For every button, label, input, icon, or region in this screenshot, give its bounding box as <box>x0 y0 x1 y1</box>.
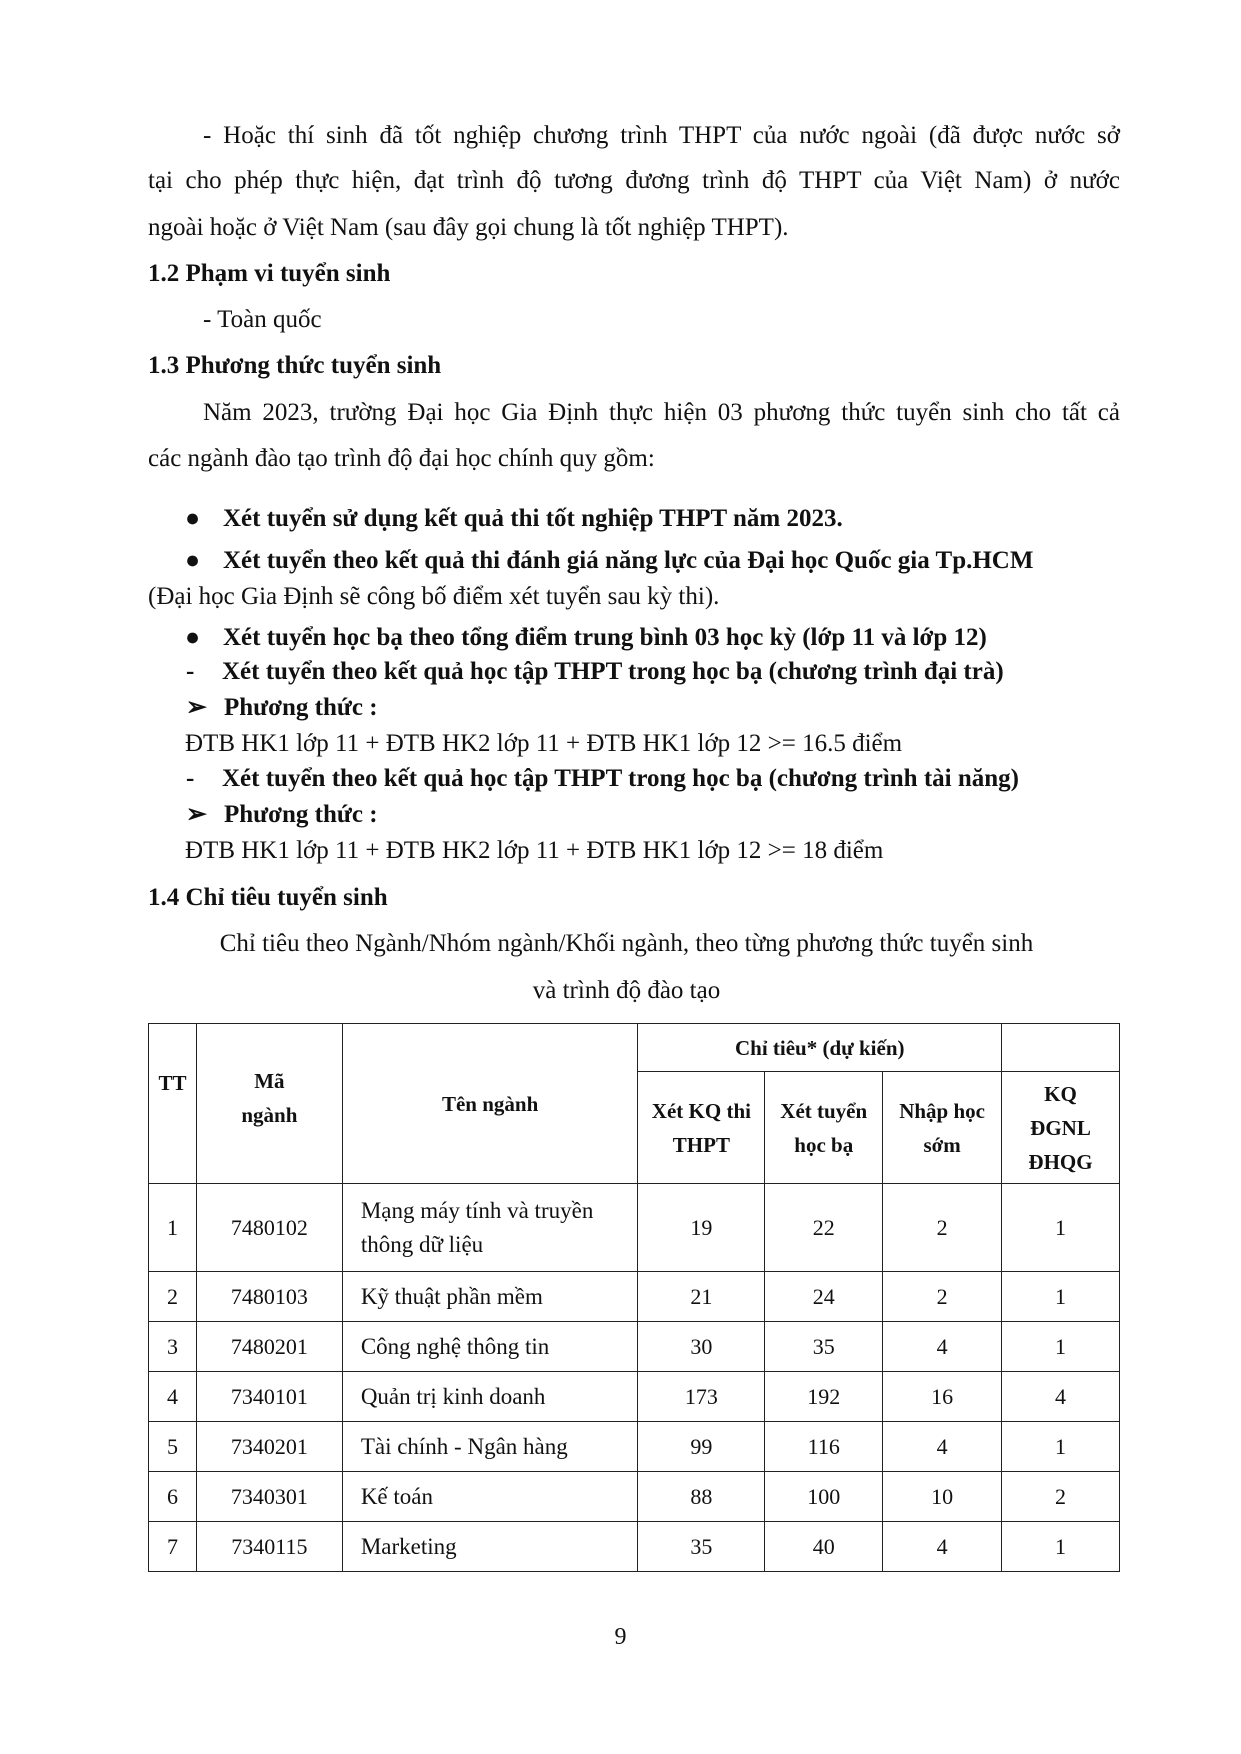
cell-dgnl: 1 <box>1002 1272 1120 1322</box>
bullet-icon: ● <box>185 547 201 574</box>
bullet-text: Xét tuyển sử dụng kết quả thi tốt nghiệp THPT năm 2023. <box>223 505 843 532</box>
cell-code: 7340101 <box>196 1372 342 1422</box>
dash-icon: - <box>186 765 195 792</box>
cell-hocba: 40 <box>765 1522 883 1572</box>
page-number: 9 <box>614 1624 627 1650</box>
bullet-item <box>148 622 1120 654</box>
cell-code: 7480103 <box>196 1272 342 1322</box>
cell-hocba: 24 <box>765 1272 883 1322</box>
cell-code: 7480201 <box>196 1322 342 1372</box>
header-line: ĐHQG <box>1028 1149 1093 1174</box>
section-heading: 1.4 Chỉ tiêu tuyển sinh <box>148 884 388 911</box>
header-code-line: Mã <box>254 1069 285 1093</box>
header-early <box>883 1072 1002 1184</box>
cell-name-line: thông dữ liệu <box>360 1231 484 1257</box>
cell-name: Marketing <box>342 1522 638 1572</box>
cell-thpt: 173 <box>638 1372 765 1422</box>
bullet-item <box>148 503 1120 535</box>
method-label-text: Phương thức : <box>224 694 378 721</box>
header-line: KQ <box>1044 1081 1077 1106</box>
bullet-text: Xét tuyển theo kết quả thi đánh giá năng lực của Đại học Quốc gia Tp.HCM <box>223 547 1034 574</box>
cell-hocba: 100 <box>765 1472 883 1522</box>
cell-tt: 2 <box>149 1272 197 1322</box>
cell-name-line: Mạng máy tính và truyền <box>360 1197 594 1223</box>
paragraph-line: Năm 2023, trường Đại học Gia Định thực hiện 03 phương thức tuyển sinh cho tất cả <box>203 399 1120 426</box>
cell-name: Tài chính - Ngân hàng <box>342 1422 638 1472</box>
cell-thpt: 35 <box>638 1522 765 1572</box>
header-group: Chỉ tiêu* (dự kiến) <box>638 1024 1002 1072</box>
bullet-text: Xét tuyển học bạ theo tổng điểm trung bình 03 học kỳ (lớp 11 và lớp 12) <box>223 624 987 651</box>
cell-name <box>342 1184 638 1272</box>
cell-hocba: 116 <box>765 1422 883 1472</box>
cell-name: Quản trị kinh doanh <box>342 1372 638 1422</box>
bullet-icon: ● <box>185 505 201 532</box>
table-row <box>149 1272 1120 1322</box>
cell-code: 7340301 <box>196 1472 342 1522</box>
header-name: Tên ngành <box>342 1024 638 1184</box>
cell-code: 7480102 <box>196 1184 342 1272</box>
header-line: Xét tuyển <box>780 1098 868 1123</box>
header-line: học bạ <box>794 1132 854 1157</box>
quota-table <box>148 1023 1120 1572</box>
formula: ĐTB HK1 lớp 11 + ĐTB HK2 lớp 11 + ĐTB HK1 lớp 12 >= 18 điểm <box>185 837 884 864</box>
header-line: THPT <box>672 1132 730 1157</box>
cell-hocba: 22 <box>765 1184 883 1272</box>
cell-tt: 3 <box>149 1322 197 1372</box>
method-label <box>148 692 1120 724</box>
header-code <box>196 1024 342 1184</box>
header-tt: TT <box>149 1024 197 1184</box>
header-code-line: ngành <box>241 1103 298 1127</box>
cell-name: Kỹ thuật phần mềm <box>342 1272 638 1322</box>
cell-code: 7340201 <box>196 1422 342 1472</box>
section-heading: 1.2 Phạm vi tuyển sinh <box>148 260 391 287</box>
table-row <box>149 1472 1120 1522</box>
list-item: - Toàn quốc <box>203 306 322 333</box>
cell-dgnl: 2 <box>1002 1472 1120 1522</box>
table-row <box>149 1522 1120 1572</box>
cell-hocba: 35 <box>765 1322 883 1372</box>
cell-code: 7340115 <box>196 1522 342 1572</box>
table-row <box>149 1372 1120 1422</box>
paragraph-line: - Hoặc thí sinh đã tốt nghiệp chương trình THPT của nước ngoài (đã được nước sở <box>203 122 1120 149</box>
cell-early: 2 <box>883 1184 1002 1272</box>
method-label-text: Phương thức : <box>224 801 378 828</box>
arrow-icon: ➢ <box>186 801 207 828</box>
cell-dgnl: 1 <box>1002 1322 1120 1372</box>
cell-early: 16 <box>883 1372 1002 1422</box>
bullet-icon: ● <box>185 624 201 651</box>
header-line: Nhập học <box>899 1098 985 1123</box>
cell-dgnl: 1 <box>1002 1522 1120 1572</box>
cell-early: 2 <box>883 1272 1002 1322</box>
cell-hocba: 192 <box>765 1372 883 1422</box>
header-line: sớm <box>923 1132 961 1157</box>
header-empty <box>1002 1024 1120 1072</box>
table-row <box>149 1184 1120 1272</box>
cell-thpt: 19 <box>638 1184 765 1272</box>
cell-early: 4 <box>883 1322 1002 1372</box>
cell-tt: 4 <box>149 1372 197 1422</box>
cell-tt: 6 <box>149 1472 197 1522</box>
cell-thpt: 99 <box>638 1422 765 1472</box>
cell-thpt: 30 <box>638 1322 765 1372</box>
dash-icon: - <box>186 658 195 685</box>
method-label <box>148 799 1120 831</box>
cell-thpt: 21 <box>638 1272 765 1322</box>
bullet-item <box>148 545 1120 577</box>
header-dgnl <box>1002 1072 1120 1184</box>
sub-item <box>148 656 1120 688</box>
header-line: ĐGNL <box>1030 1115 1091 1140</box>
table-row <box>149 1422 1120 1472</box>
paragraph-line: tại cho phép thực hiện, đạt trình độ tương đương trình độ THPT của Việt Nam) ở nước <box>148 167 1120 194</box>
table-caption: và trình độ đào tạo <box>532 977 721 1004</box>
section-heading: 1.3 Phương thức tuyển sinh <box>148 352 442 379</box>
cell-name: Công nghệ thông tin <box>342 1322 638 1372</box>
sub-item <box>148 763 1120 795</box>
cell-dgnl: 1 <box>1002 1422 1120 1472</box>
cell-early: 4 <box>883 1522 1002 1572</box>
sub-item-text: Xét tuyển theo kết quả học tập THPT trong học bạ (chương trình tài năng) <box>222 765 1019 792</box>
formula: ĐTB HK1 lớp 11 + ĐTB HK2 lớp 11 + ĐTB HK1 lớp 12 >= 16.5 điểm <box>185 730 903 757</box>
sub-item-text: Xét tuyển theo kết quả học tập THPT trong học bạ (chương trình đại trà) <box>222 658 1004 685</box>
cell-name: Kế toán <box>342 1472 638 1522</box>
paragraph-line: các ngành đào tạo trình độ đại học chính quy gồm: <box>148 445 655 472</box>
cell-thpt: 88 <box>638 1472 765 1522</box>
table-caption: Chỉ tiêu theo Ngành/Nhóm ngành/Khối ngành, theo từng phương thức tuyển sinh <box>219 930 1034 957</box>
cell-tt: 5 <box>149 1422 197 1472</box>
cell-early: 4 <box>883 1422 1002 1472</box>
cell-early: 10 <box>883 1472 1002 1522</box>
cell-tt: 7 <box>149 1522 197 1572</box>
cell-dgnl: 1 <box>1002 1184 1120 1272</box>
table-header-row <box>149 1024 1120 1072</box>
header-thpt <box>638 1072 765 1184</box>
header-line: Xét KQ thi <box>651 1098 751 1123</box>
arrow-icon: ➢ <box>186 694 207 721</box>
cell-tt: 1 <box>149 1184 197 1272</box>
paragraph-line: ngoài hoặc ở Việt Nam (sau đây gọi chung là tốt nghiệp THPT). <box>148 214 789 241</box>
cell-dgnl: 4 <box>1002 1372 1120 1422</box>
header-hocba <box>765 1072 883 1184</box>
paragraph-line: (Đại học Gia Định sẽ công bố điểm xét tuyển sau kỳ thi). <box>148 583 720 610</box>
table-row <box>149 1322 1120 1372</box>
